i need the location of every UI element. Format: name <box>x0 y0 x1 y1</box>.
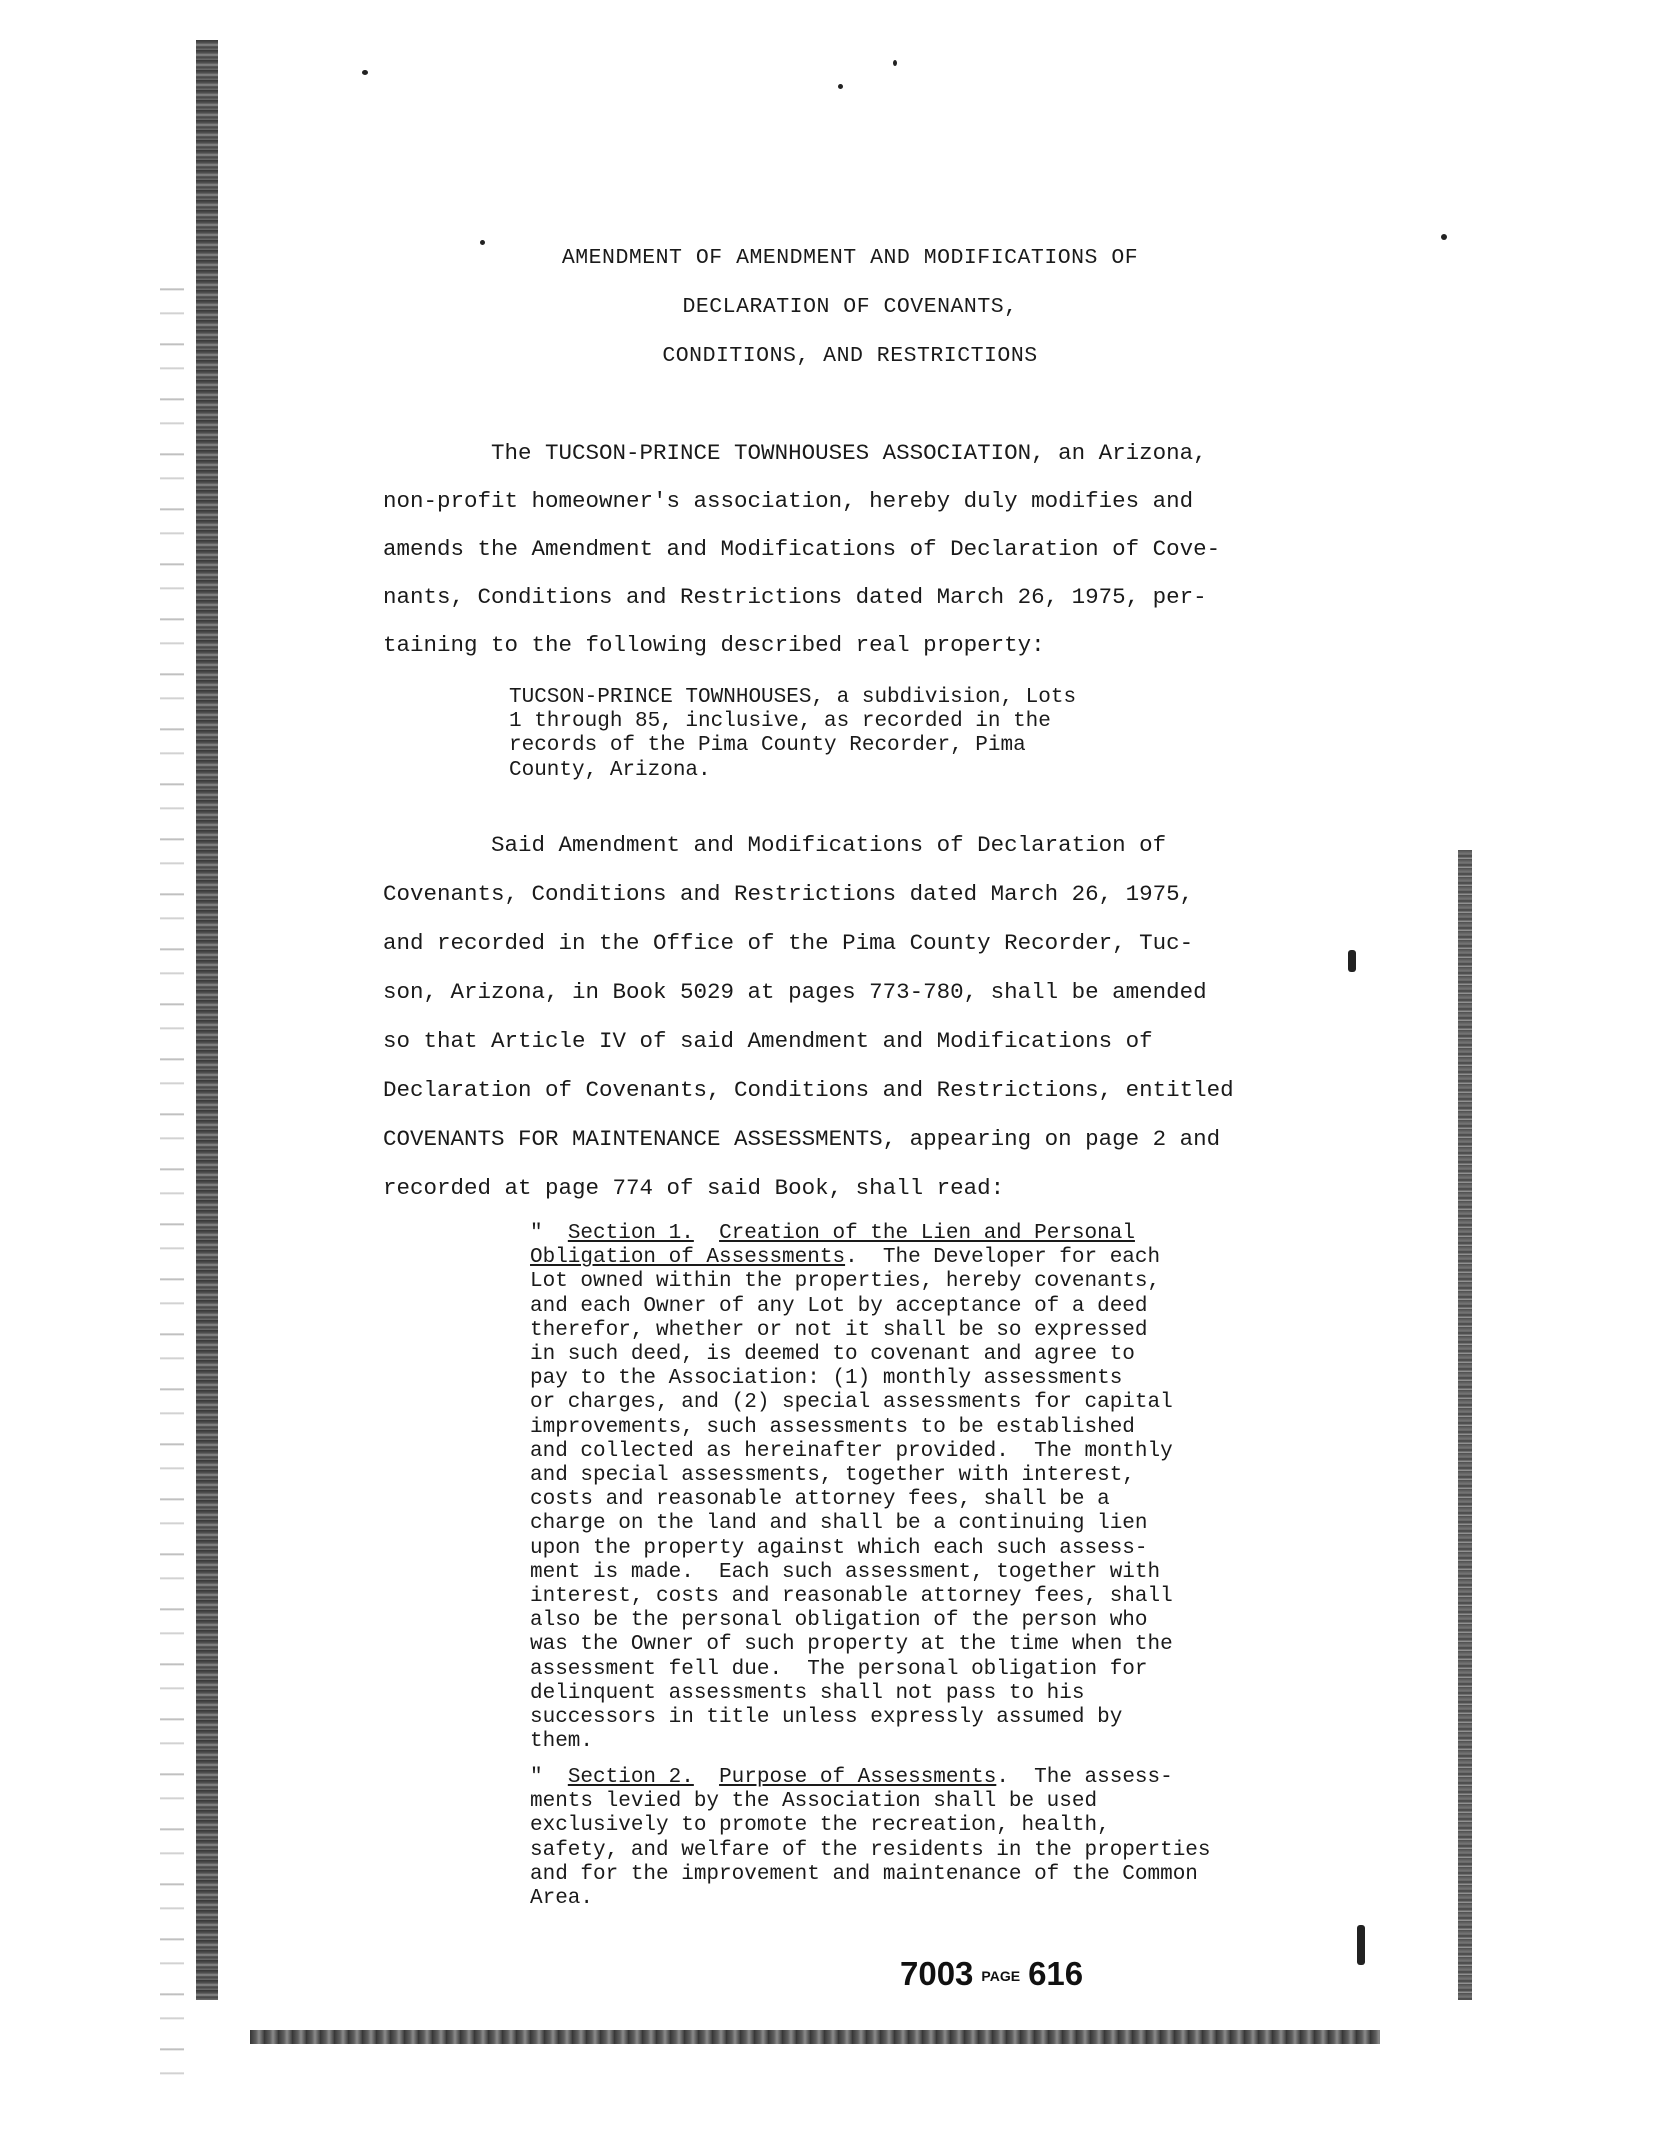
paragraph-line: taining to the following described real property: <box>383 632 1045 658</box>
section-1 <box>530 1222 1173 1754</box>
property-line: 1 through 85, inclusive, as recorded in the <box>509 710 1051 734</box>
scan-speck <box>362 70 368 75</box>
scan-noise-left <box>160 260 184 2100</box>
paragraph-line: recorded at page 774 of said Book, shall read: <box>383 1175 1005 1201</box>
section-1-line: or charges, and (2) special assessments for capital <box>530 1391 1173 1415</box>
section-1-line: ment is made. Each such assessment, together with <box>530 1560 1161 1584</box>
recording-stamp <box>900 1955 1083 1993</box>
paragraph-line: Said Amendment and Modifications of Declaration of <box>383 832 1167 858</box>
title-line-2: DECLARATION OF COVENANTS, <box>682 295 1018 319</box>
paragraph-line: son, Arizona, in Book 5029 at pages 773-780, shall be amended <box>383 979 1207 1005</box>
section-2-line: exclusively to promote the recreation, health, <box>530 1814 1110 1838</box>
section-1-line: was the Owner of such property at the time when the <box>530 1633 1173 1657</box>
scan-speck <box>1348 950 1356 972</box>
section-2-line: Area. <box>530 1887 594 1911</box>
section-1-line: upon the property against which each such assess- <box>530 1536 1148 1560</box>
section-1-line: pay to the Association: (1) monthly assessments <box>530 1367 1123 1391</box>
property-line: TUCSON-PRINCE TOWNHOUSES, a subdivision, Lots <box>509 686 1077 709</box>
page-label: PAGE <box>981 1968 1021 1985</box>
book-number: 7003 <box>900 1955 974 1992</box>
section-1-line: also be the personal obligation of the person who <box>530 1609 1148 1633</box>
paragraph-line: Covenants, Conditions and Restrictions dated March 26, 1975, <box>383 881 1194 907</box>
paragraph-line: and recorded in the Office of the Pima County Recorder, Tuc- <box>383 930 1194 956</box>
open-quote: " <box>530 1222 568 1245</box>
section-1-line: and collected as hereinafter provided. The monthly <box>530 1439 1173 1463</box>
section-1-text: . The Developer for each <box>845 1246 1161 1270</box>
section-2-title: Purpose of Assessments <box>719 1766 997 1789</box>
section-2-text: . The assess- <box>996 1766 1173 1789</box>
paragraph-line: Declaration of Covenants, Conditions and Restrictions, entitled <box>383 1077 1234 1103</box>
section-1-line: costs and reasonable attorney fees, shall be a <box>530 1488 1110 1512</box>
paragraph-line: The TUCSON-PRINCE TOWNHOUSES ASSOCIATION, an Arizona, <box>383 440 1207 466</box>
section-1-line: therefor, whether or not it shall be so expressed <box>530 1318 1148 1342</box>
section-2-heading-line <box>530 1766 1211 1790</box>
title-line-1: AMENDMENT OF AMENDMENT AND MODIFICATIONS OF <box>561 246 1139 270</box>
paragraph-line: amends the Amendment and Modifications of Declaration of Cove- <box>383 536 1221 562</box>
section-1-line: charge on the land and shall be a continuing lien <box>530 1512 1148 1536</box>
section-2-line: safety, and welfare of the residents in the properties <box>530 1838 1211 1862</box>
section-1-heading-line-2 <box>530 1246 1173 1270</box>
section-1-line: and each Owner of any Lot by acceptance of a deed <box>530 1294 1148 1318</box>
scan-edge-bottom <box>250 2030 1380 2044</box>
title-line-3: CONDITIONS, AND RESTRICTIONS <box>662 344 1038 368</box>
paragraph-line: non-profit homeowner's association, hereby duly modifies and <box>383 488 1194 514</box>
paragraph-line: COVENANTS FOR MAINTENANCE ASSESSMENTS, appearing on page 2 and <box>383 1126 1221 1152</box>
section-1-line: Lot owned within the properties, hereby covenants, <box>530 1270 1161 1294</box>
paragraph-line: nants, Conditions and Restrictions dated March 26, 1975, per- <box>383 584 1207 610</box>
scan-speck <box>480 240 485 245</box>
section-1-line: and special assessments, together with interest, <box>530 1464 1135 1488</box>
property-line: records of the Pima County Recorder, Pima <box>509 734 1026 758</box>
section-1-label: Section 1. <box>567 1222 694 1245</box>
scan-speck <box>838 84 843 89</box>
section-1-line: interest, costs and reasonable attorney fees, shall <box>530 1585 1173 1609</box>
section-1-line: successors in title unless expressly assumed by <box>530 1706 1123 1730</box>
section-1-line: them. <box>530 1730 594 1754</box>
section-1-line: assessment fell due. The personal obligation for <box>530 1657 1148 1681</box>
scan-edge-left <box>196 40 218 2000</box>
section-2-line: and for the improvement and maintenance of the Common <box>530 1862 1198 1886</box>
section-1-title: Creation of the Lien and Personal <box>719 1222 1135 1245</box>
section-1-line: delinquent assessments shall not pass to his <box>530 1681 1085 1705</box>
section-2-label: Section 2. <box>567 1766 694 1789</box>
section-2-line: ments levied by the Association shall be used <box>530 1790 1098 1814</box>
section-2 <box>530 1766 1211 1911</box>
section-1-line: in such deed, is deemed to covenant and agree to <box>530 1343 1135 1367</box>
section-1-heading-line <box>530 1222 1173 1246</box>
open-quote: " <box>530 1766 568 1789</box>
property-description <box>509 686 1076 783</box>
property-line: County, Arizona. <box>509 758 711 782</box>
page-number: 616 <box>1028 1955 1084 1992</box>
section-1-line: improvements, such assessments to be established <box>530 1415 1135 1439</box>
scan-speck <box>1357 1925 1365 1965</box>
scan-speck <box>1441 234 1447 240</box>
section-1-title-2: Obligation of Assessments <box>530 1246 846 1270</box>
scan-speck <box>893 60 897 66</box>
scan-edge-right <box>1458 850 1472 2000</box>
paragraph-line: so that Article IV of said Amendment and Modifications of <box>383 1028 1153 1054</box>
